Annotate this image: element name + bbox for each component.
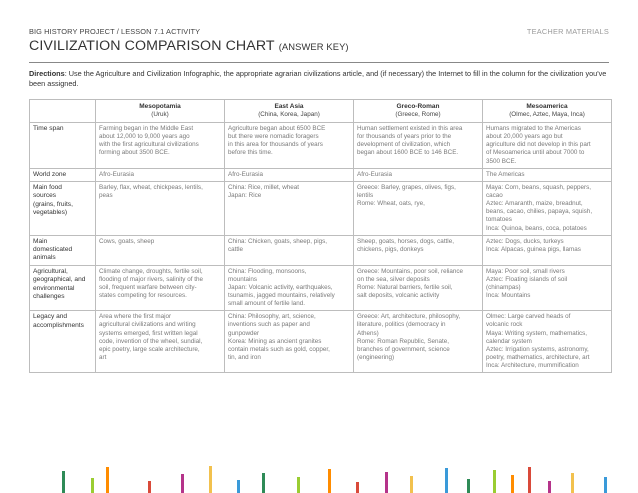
column-subtitle: (Olmec, Aztec, Maya, Inca) [509,111,585,119]
footer-bar [493,470,496,493]
cell-text-line: Greece: Art, architecture, philosophy, [357,313,461,321]
table-cell [225,123,354,168]
cell-text-line: chickens, pigs, donkeys [357,245,424,253]
cell-text-line: China: Chicken, goats, sheep, pigs, [228,237,328,245]
column-header [225,100,354,123]
row-label [30,265,96,310]
cell-text-line: Climate change, droughts, fertile soil, [99,267,203,275]
footer-bar [181,474,184,493]
cell-text-line: Maya: Corn, beans, squash, peppers, [486,184,592,192]
table-cell [96,235,225,265]
row-label-line: Agricultural, [33,267,68,275]
cell-text-line: gunpowder [228,329,260,337]
cell-text-line: Rome: Natural barriers, fertile soil, [357,284,453,292]
table-row [30,168,612,181]
row-label [30,182,96,236]
cell-text-line: Afro-Eurasia [357,170,392,178]
table-row [30,182,612,236]
cell-text-line: Human settlement existed in this area [357,125,463,133]
cell-text-line: Inca: Alpacas, guinea pigs, llamas [486,245,581,253]
cell-text-line: cattle [228,245,244,253]
directions-text [29,69,611,88]
directions-body: : Use the Agriculture and Civilization Infographic, the appropriate agrarian civilizations article, and (if necessary) the Internet to fill in the column for the civilization you've been assigned. [29,69,607,88]
footer-bar [467,479,470,493]
cell-text-line: Rome: Wheat, oats, rye, [357,200,425,208]
table-cell [354,235,483,265]
cell-text-line: branches of government, science [357,345,450,353]
cell-text-line: agricultural civilizations and writing [99,321,196,329]
table-cell [354,182,483,236]
cell-text-line: before this time. [228,149,273,157]
row-label [30,123,96,168]
table-cell [483,235,612,265]
row-label [30,168,96,181]
cell-text-line: China: Philosophy, art, science, [228,313,316,321]
cell-text-line: Olmec: Large carved heads of [486,313,571,321]
table-cell [96,311,225,373]
footer-bar [385,472,388,493]
row-label [30,235,96,265]
cell-text-line: flooding of major rivers, salinity of the [99,275,203,283]
cell-text-line: forming about 3500 BCE. [99,149,170,157]
footer-bar [445,468,448,493]
cell-text-line: code, invention of the wheel, sundial, [99,337,203,345]
cell-text-line: Maya: Writing system, mathematics, [486,329,588,337]
cell-text-line: tin, and iron [228,353,261,361]
table-cell [96,168,225,181]
footer-bar [511,475,514,493]
cell-text-line: Cows, goats, sheep [99,237,155,245]
cell-text-line: Barley, flax, wheat, chickpeas, lentils, [99,184,203,192]
header-divider [29,62,609,63]
row-label-line: Main food [33,184,62,192]
footer-bar [106,467,109,493]
footer-bar [604,477,607,493]
table-cell [354,123,483,168]
cell-text-line: with the first agricultural civilizations [99,141,199,149]
cell-text-line: art [99,353,107,361]
table-cell [96,182,225,236]
table-header-row [30,100,612,123]
cell-text-line: peas [99,192,113,200]
cell-text-line: inventions such as paper and [228,321,310,329]
row-label-line: geographical, and [33,276,86,284]
table-cell [225,311,354,373]
footer-color-bars [0,466,638,493]
cell-text-line: mountains [228,275,258,283]
cell-text-line: Agriculture began about 6500 BCE [228,125,326,133]
table-cell [225,182,354,236]
cell-text-line: Area where the first major [99,313,172,321]
table-cell [96,123,225,168]
lesson-kicker: BIG HISTORY PROJECT / LESSON 7.1 ACTIVITY [29,27,201,36]
footer-bar [237,480,240,493]
column-name: East Asia [274,103,304,110]
cell-text-line: Aztec: Irrigation systems, astronomy, [486,345,589,353]
row-label-line: sources [33,192,57,200]
cell-text-line: Afro-Eurasia [99,170,134,178]
directions-label: Directions [29,69,65,78]
cell-text-line: soil, frequent warfare between city- [99,284,197,292]
row-label-line: Time span [33,125,64,133]
column-name: Mesoamerica [526,103,568,110]
row-label-line: environmental [33,284,75,292]
cell-text-line: about 20,000 years ago but [486,133,563,141]
table-cell [354,265,483,310]
footer-bar [356,482,359,493]
cell-text-line: Farming began in the Middle East [99,125,194,133]
table-row [30,235,612,265]
table-cell [225,235,354,265]
cell-text-line: Sheep, goats, horses, dogs, cattle, [357,237,454,245]
cell-text-line: agriculture did not develop in this part [486,141,591,149]
cell-text-line: began about 1600 BCE to 146 BCE. [357,149,459,157]
row-label-line: Legacy and [33,313,68,321]
cell-text-line: beans, cacao, chilies, papaya, squish, [486,208,593,216]
footer-bar [262,473,265,493]
column-subtitle: (Uruk) [151,111,169,119]
table-cell [483,265,612,310]
row-label-line: (grains, fruits, [33,200,73,208]
cell-text-line: Inca: Architecture, mummification [486,361,579,369]
cell-text-line: volcanic rock [486,321,523,329]
column-subtitle: (China, Korea, Japan) [258,111,320,119]
cell-text-line: tsunamis, jagged mountains, relatively [228,292,335,300]
cell-text-line: in this area for thousands of years [228,141,323,149]
cell-text-line: (engineering) [357,353,395,361]
cell-text-line: The Americas [486,170,525,178]
table-cell [225,168,354,181]
cell-text-line: China: Flooding, monsoons, [228,267,307,275]
cell-text-line: Aztec: Floating islands of soil [486,275,568,283]
table-cell [483,123,612,168]
cell-text-line: Korea: Mining as ancient granites [228,337,322,345]
column-header [483,100,612,123]
cell-text-line: systems emerged, first written legal [99,329,198,337]
column-subtitle: (Greece, Rome) [395,111,441,119]
cell-text-line: states competing for resources. [99,292,187,300]
row-label-line: World zone [33,170,67,178]
cell-text-line: Maya: Poor soil, small rivers [486,267,565,275]
cell-text-line: Aztec: Dogs, ducks, turkeys [486,237,564,245]
table-cell [354,311,483,373]
cell-text-line: poetry, mathematics, architecture, art [486,353,590,361]
cell-text-line: (chinampas) [486,284,521,292]
table-row [30,265,612,310]
cell-text-line: calendar system [486,337,532,345]
footer-bar [209,466,212,493]
row-label-line: animals [33,254,56,262]
table-cell [483,182,612,236]
row-label-line: accomplishments [33,321,84,329]
cell-text-line: literature, politics (democracy in [357,321,446,329]
cell-text-line: epic poetry, large scale architecture, [99,345,200,353]
cell-text-line: development of civilization, which [357,141,451,149]
column-header [96,100,225,123]
title-sub: (ANSWER KEY) [278,41,349,52]
cell-text-line: Greece: Mountains, poor soil, reliance [357,267,464,275]
table-cell [96,265,225,310]
cell-text-line: small amount of fertile land. [228,300,305,308]
page-title [29,38,349,54]
footer-bar [62,471,65,493]
cell-text-line: but there were nomadic foragers [228,133,319,141]
table-cell [483,168,612,181]
column-name: Mesopotamia [139,103,181,110]
cell-text-line: Humans migrated to the Americas [486,125,581,133]
footer-bar [410,476,413,493]
footer-bar [328,469,331,493]
table-row [30,311,612,373]
cell-text-line: contain metals such as gold, copper, [228,345,330,353]
footer-bar [571,473,574,493]
cell-text-line: salt deposits, volcanic activity [357,292,440,300]
cell-text-line: Afro-Eurasia [228,170,263,178]
footer-bar [91,478,94,493]
table-row [30,123,612,168]
column-header [354,100,483,123]
teacher-materials-label: TEACHER MATERIALS [526,27,609,36]
table-cell [225,265,354,310]
cell-text-line: China: Rice, millet, wheat [228,184,300,192]
row-label [30,311,96,373]
footer-bar [548,481,551,493]
column-name: Greco-Roman [396,103,440,110]
cell-text-line: Inca: Mountains [486,292,531,300]
footer-bar [528,467,531,493]
table-body [30,123,612,373]
table-cell [354,168,483,181]
cell-text-line: Japan: Rice [228,192,262,200]
row-label-line: vegetables) [33,209,68,217]
cell-text-line: tomatoes [486,216,512,224]
row-label-line: challenges [33,293,65,301]
footer-bar [148,481,151,493]
comparison-table [29,99,612,373]
cell-text-line: Inca: Quinoa, beans, coca, potatoes [486,224,587,232]
cell-text-line: Athens) [357,329,379,337]
cell-text-line: Aztec: Amaranth, maize, breadnut, [486,200,583,208]
row-label-line: domesticated [33,246,73,254]
title-main: CIVILIZATION COMPARISON CHART [29,38,275,54]
cell-text-line: Greece: Barley, grapes, olives, figs, [357,184,456,192]
cell-text-line: about 12,000 to 9,000 years ago [99,133,190,141]
table-cell [483,311,612,373]
cell-text-line: for thousands of years prior to the [357,133,452,141]
cell-text-line: 3500 BCE. [486,157,517,165]
cell-text-line: Rome: Roman Republic, Senate, [357,337,450,345]
cell-text-line: cacao [486,192,503,200]
row-label-line: Main [33,237,48,245]
cell-text-line: on the sea, silver deposits [357,275,430,283]
footer-bar [297,477,300,493]
header-corner [30,100,96,123]
cell-text-line: lentils [357,192,374,200]
cell-text-line: of Mesoamerica until about 7000 to [486,149,585,157]
cell-text-line: Japan: Volcanic activity, earthquakes, [228,284,333,292]
